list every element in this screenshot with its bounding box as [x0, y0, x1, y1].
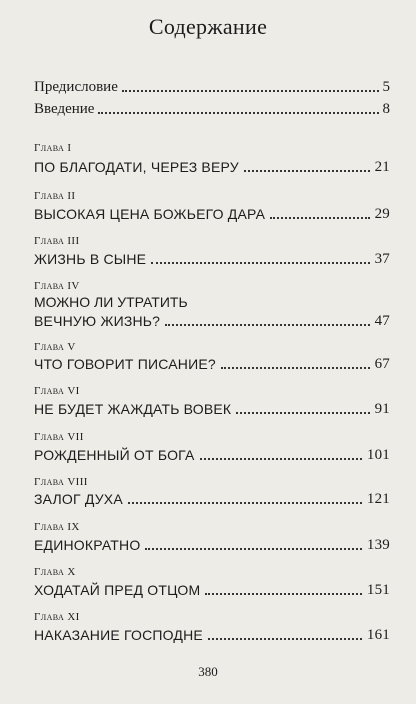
toc-entry-chapter-5	[34, 355, 390, 373]
chapter-title: ПО БЛАГОДАТИ, ЧЕРЕЗ ВЕРУ	[34, 159, 239, 175]
toc-entry-chapter-8	[34, 490, 390, 508]
page-title: Содержание	[148, 14, 268, 39]
chapter-title: ХОДАТАЙ ПРЕД ОТЦОМ	[34, 582, 201, 598]
dot-leader	[200, 458, 362, 460]
toc-entry-preface	[34, 78, 390, 96]
dot-leader	[151, 262, 369, 264]
chapter-title-line-2-row	[34, 312, 390, 330]
dot-leader	[208, 638, 362, 640]
toc-entry-chapter-6	[34, 400, 390, 418]
dot-leader	[221, 367, 370, 369]
toc-entry-chapter-7	[34, 446, 390, 464]
chapter-page: 151	[366, 582, 390, 598]
chapter-title-line-2: ВЕЧНУЮ ЖИЗНЬ?	[34, 313, 161, 329]
chapter-page: 161	[366, 627, 390, 643]
toc-entry-chapter-3	[34, 250, 390, 268]
toc-entry-label: Предисловие	[34, 79, 118, 95]
page-number: 380	[198, 664, 218, 679]
chapter-number: Глава VI	[34, 385, 80, 397]
chapter-number: Глава I	[34, 142, 72, 154]
chapter-number: Глава XI	[34, 611, 80, 623]
toc-entry-chapter-2	[34, 205, 390, 223]
chapter-title: НАКАЗАНИЕ ГОСПОДНЕ	[34, 627, 203, 643]
dot-leader	[128, 502, 362, 504]
chapter-title-line-1: МОЖНО ЛИ УТРАТИТЬ	[34, 294, 188, 310]
chapter-page: 29	[374, 206, 390, 222]
chapter-page: 37	[374, 251, 390, 267]
dot-leader	[122, 90, 379, 92]
dot-leader	[165, 324, 369, 326]
chapter-page: 67	[374, 356, 390, 372]
chapter-title: ЕДИНОКРАТНО	[34, 537, 141, 553]
dot-leader	[98, 112, 378, 114]
toc-entry-introduction	[34, 100, 390, 118]
chapter-page: 21	[374, 159, 390, 175]
toc-entry-page: 8	[382, 101, 390, 117]
chapter-title: ЧТО ГОВОРИТ ПИСАНИЕ?	[34, 356, 216, 372]
dot-leader	[205, 593, 362, 595]
chapter-page: 91	[374, 401, 390, 417]
chapter-title: ЗАЛОГ ДУХА	[34, 491, 123, 507]
chapter-page: 121	[366, 491, 390, 507]
chapter-number: Глава IV	[34, 280, 80, 292]
dot-leader	[145, 548, 361, 550]
chapter-number: Глава VIII	[34, 476, 88, 488]
chapter-page: 101	[366, 447, 390, 463]
chapter-title: ВЫСОКАЯ ЦЕНА БОЖЬЕГО ДАРА	[34, 206, 266, 222]
toc-entry-chapter-10	[34, 581, 390, 599]
chapter-number: Глава III	[34, 235, 80, 247]
chapter-page: 139	[366, 537, 390, 553]
chapter-page: 47	[374, 313, 390, 329]
toc-entry-chapter-9	[34, 536, 390, 554]
chapter-number: Глава V	[34, 341, 76, 353]
chapter-title: ЖИЗНЬ В СЫНЕ	[34, 251, 147, 267]
dot-leader	[244, 170, 370, 172]
chapter-number: Глава IX	[34, 521, 80, 533]
chapter-title: РОЖДЕННЫЙ ОТ БОГА	[34, 447, 195, 463]
dot-leader	[270, 217, 369, 219]
toc-entry-page: 5	[382, 79, 390, 95]
toc-entry-chapter-1	[34, 158, 390, 176]
chapter-number: Глава VII	[34, 431, 84, 443]
chapter-number: Глава X	[34, 566, 76, 578]
dot-leader	[236, 412, 369, 414]
toc-entry-chapter-11	[34, 626, 390, 644]
chapter-number: Глава II	[34, 190, 76, 202]
toc-entry-label: Введение	[34, 101, 95, 117]
chapter-title: НЕ БУДЕТ ЖАЖДАТЬ ВОВЕК	[34, 401, 232, 417]
